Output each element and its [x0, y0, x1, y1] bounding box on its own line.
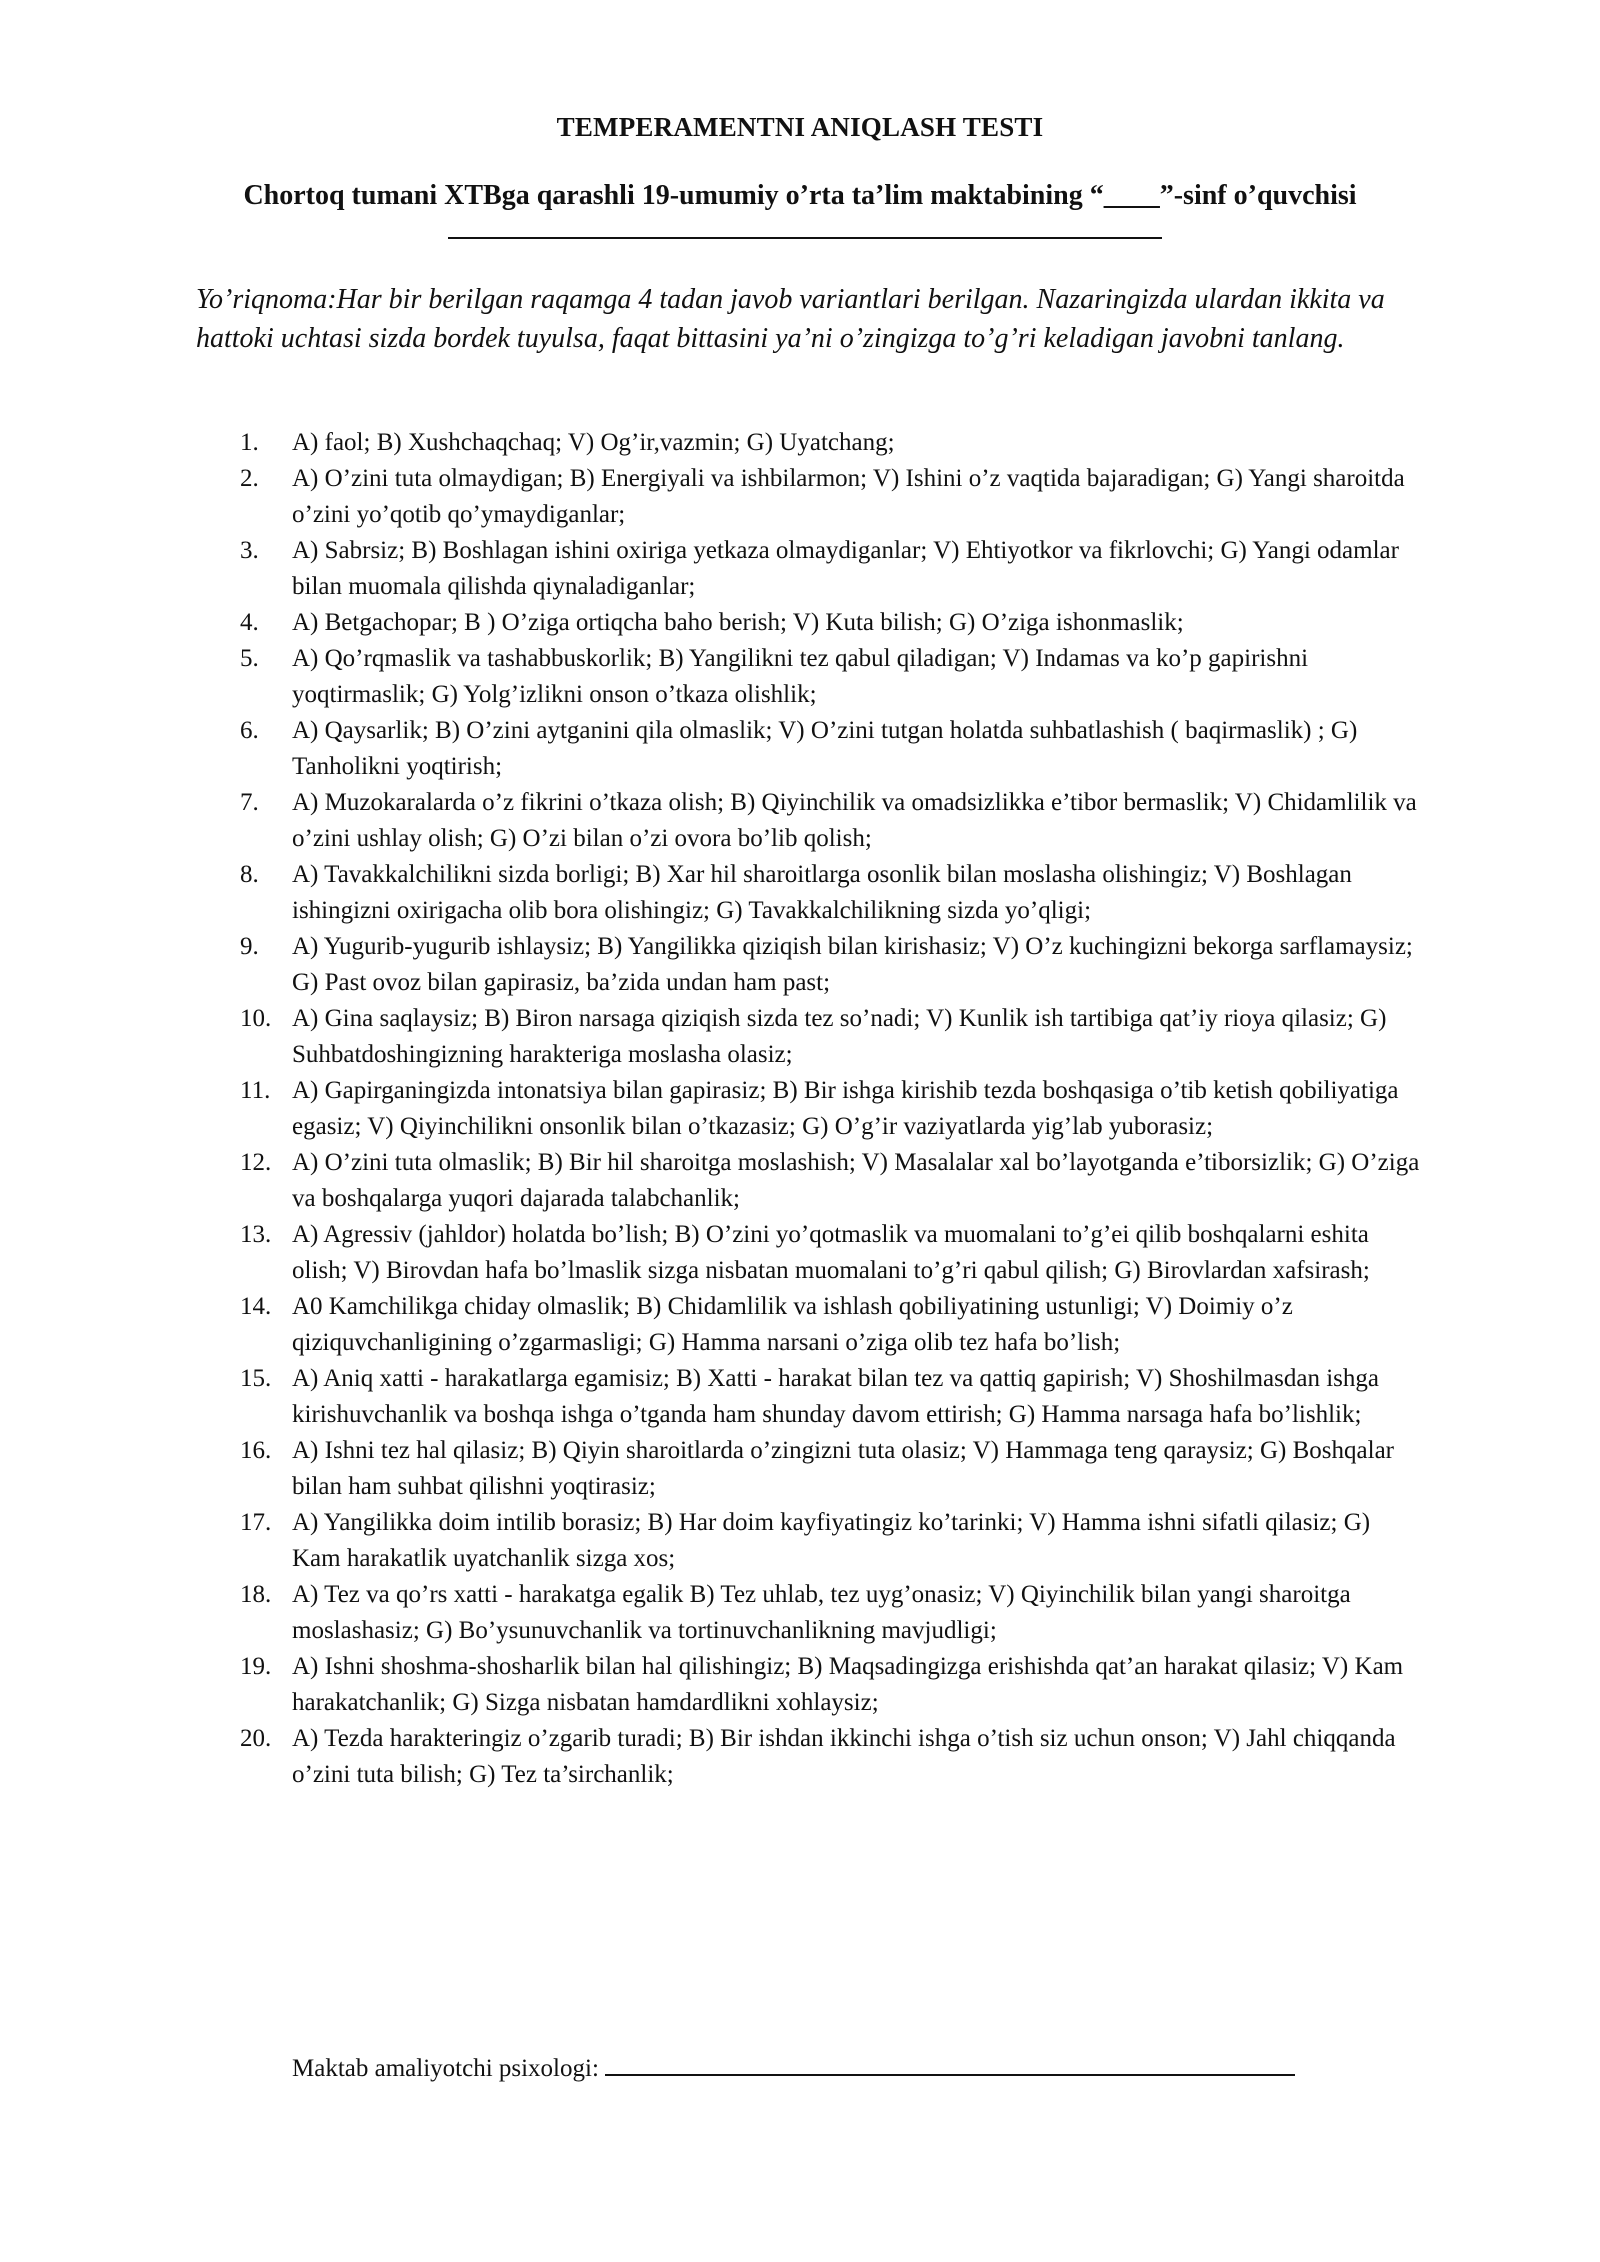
question-number: 9. [240, 933, 259, 960]
signature-block [292, 2050, 1295, 2083]
question-number: 1. [240, 429, 259, 456]
question-item [0, 713, 1422, 785]
page-subtitle: Chortoq tumani XTBga qarashli 19-umumiy o’rta ta’lim maktabining “____”-sinf o’quvchisi [243, 180, 1357, 211]
question-number: 11. [240, 1077, 271, 1104]
question-item [0, 1361, 1422, 1433]
question-number: 6. [240, 717, 259, 744]
question-item [0, 1217, 1422, 1289]
question-number: 12. [240, 1149, 272, 1176]
question-item [0, 1289, 1422, 1361]
question-text: A) Qaysarlik; B) O’zini aytganini qila olmaslik; V) O’zini tutgan holatda suhbatlashish ( baqirmaslik) ; G) Tanholikni yoqtirish; [292, 717, 1358, 780]
question-text: A) Sabrsiz; B) Boshlagan ishini oxiriga yetkaza olmaydiganlar; V) Ehtiyotkor va fikrlovchi; G) Yangi odamlar bilan muomala qilishda qiynaladiganlar; [292, 537, 1399, 600]
question-item [0, 641, 1422, 713]
question-text: A0 Kamchilikga chiday olmaslik; B) Chidamlilik va ishlash qobiliyatining ustunligi; V) Doimiy o’z qiziquvchanligining o’zgarmasligi; G) Hamma narsani o’ziga olib tez hafa bo’lish; [292, 1293, 1293, 1356]
question-text: A) Yugurib-yugurib ishlaysiz; B) Yangilikka qiziqish bilan kirishasiz; V) O’z kuchingizni bekorga sarflamaysiz; G) Past ovoz bilan gapirasiz, ba’zida undan ham past; [292, 933, 1413, 996]
question-item [0, 1433, 1422, 1505]
question-number: 17. [240, 1509, 272, 1536]
question-item [0, 605, 1422, 641]
question-list [0, 425, 1600, 1793]
question-text: A) Ishni tez hal qilasiz; B) Qiyin sharoitlarda o’zingizni tuta olasiz; V) Hammaga teng qaraysiz; G) Boshqalar bilan ham suhbat qilishni yoqtirasiz; [292, 1437, 1395, 1500]
question-number: 10. [240, 1005, 272, 1032]
question-text: A) Qo’rqmaslik va tashabbuskorlik; B) Yangilikni tez qabul qiladigan; V) Indamas va ko’p gapirishni yoqtirmaslik; G) Yolg’izlikni onson o’tkaza olishlik; [292, 645, 1309, 708]
question-number: 19. [240, 1653, 272, 1680]
question-number: 13. [240, 1221, 272, 1248]
question-number: 14. [240, 1293, 272, 1320]
question-number: 18. [240, 1581, 272, 1608]
question-number: 2. [240, 465, 259, 492]
signature-line [605, 2050, 1295, 2076]
question-item [0, 1649, 1422, 1721]
page-title: TEMPERAMENTNI ANIQLASH TESTI [556, 112, 1044, 142]
question-text: A) O’zini tuta olmaydigan; B) Energiyali va ishbilarmon; V) Ishini o’z vaqtida bajaradigan; G) Yangi sharoitda o’zini yo’qotib qo’ymaydiganlar; [292, 465, 1405, 528]
question-item [0, 1721, 1422, 1793]
question-text: A) Betgachopar; B ) O’ziga ortiqcha baho berish; V) Kuta bilish; G) O’ziga ishonmaslik; [292, 609, 1184, 636]
question-item [0, 1505, 1422, 1577]
question-item [0, 1145, 1422, 1217]
question-text: A) faol; B) Xushchaqchaq; V) Og’ir,vazmin; G) Uyatchang; [292, 429, 895, 456]
question-text: A) Aniq xatti - harakatlarga egamisiz; B) Xatti - harakat bilan tez va qattiq gapirish; V) Shoshilmasdan ishga kirishuvchanlik va boshqa ishga o’tganda ham shunday davom ettirish; G) Hamma narsaga hafa bo’lishlik; [292, 1365, 1379, 1428]
question-item [0, 929, 1422, 1001]
question-text: A) Gapirganingizda intonatsiya bilan gapirasiz; B) Bir ishga kirishib tezda boshqasiga o’tib ketish qobiliyatiga egasiz; V) Qiyinchilikni onsonlik bilan o’tkazasiz; G) O’g’ir vaziyatlarda yig’lab yuborasiz; [292, 1077, 1399, 1140]
question-text: A) Agressiv (jahldor) holatda bo’lish; B) O’zini yo’qotmaslik va muomalani to’g’ei qilib boshqalarni eshita olish; V) Birovdan hafa bo’lmaslik sizga nisbatan muomalani to’g’ri qabul qilish; G) Birovlardan xafsirash; [292, 1221, 1370, 1284]
question-text: A) Tezda harakteringiz o’zgarib turadi; B) Bir ishdan ikkinchi ishga o’tish siz uchun onson; V) Jahl chiqqanda o’zini tuta bilish; G) Tez ta’sirchanlik; [292, 1725, 1396, 1788]
question-number: 8. [240, 861, 259, 888]
question-number: 4. [240, 609, 259, 636]
question-number: 5. [240, 645, 259, 672]
question-item [0, 461, 1422, 533]
question-item [0, 1073, 1422, 1145]
question-text: A) Tez va qo’rs xatti - harakatga egalik B) Tez uhlab, tez uyg’onasiz; V) Qiyinchilik bilan yangi sharoitga moslashasiz; G) Bo’ysunuvchanlik va tortinuvchanlikning mavjudligi; [292, 1581, 1351, 1644]
question-text: A) O’zini tuta olmaslik; B) Bir hil sharoitga moslashish; V) Masalalar xal bo’layotganda e’tiborsizlik; G) O’ziga va boshqalarga yuqori dajarada talabchanlik; [292, 1149, 1420, 1212]
student-name-line [448, 237, 1162, 239]
question-item [0, 425, 1422, 461]
question-number: 20. [240, 1725, 272, 1752]
question-text: A) Ishni shoshma-shosharlik bilan hal qilishingiz; B) Maqsadingizga erishishda qat’an harakat qilasiz; V) Kam harakatchanlik; G) Sizga nisbatan hamdardlikni xohlaysiz; [292, 1653, 1404, 1716]
question-text: A) Yangilikka doim intilib borasiz; B) Har doim kayfiyatingiz ko’tarinki; V) Hamma ishni sifatli qilasiz; G) Kam harakatlik uyatchanlik sizga xos; [292, 1509, 1371, 1572]
question-item [0, 1001, 1422, 1073]
question-number: 7. [240, 789, 259, 816]
question-number: 15. [240, 1365, 272, 1392]
question-text: A) Muzokaralarda o’z fikrini o’tkaza olish; B) Qiyinchilik va omadsizlikka e’tibor bermaslik; V) Chidamlilik va o’zini ushlay olish; G) O’zi bilan o’zi ovora bo’lib qolish; [292, 789, 1417, 852]
question-item [0, 1577, 1422, 1649]
question-item [0, 533, 1422, 605]
question-number: 3. [240, 537, 259, 564]
instruction-text: Yo’riqnoma:Har bir berilgan raqamga 4 tadan javob variantlari berilgan. Nazaringizda ulardan ikkita va hattoki uchtasi sizda bordek tuyulsa, faqat bittasini ya’ni o’zingizga to’g’ri keladigan javobni tanlang. [196, 284, 1385, 354]
question-text: A) Tavakkalchilikni sizda borligi; B) Xar hil sharoitlarga osonlik bilan moslasha olishingiz; V) Boshlagan ishingizni oxirigacha olib bora olishingiz; G) Tavakkalchilikning sizda yo’qligi; [292, 861, 1352, 924]
question-number: 16. [240, 1437, 272, 1464]
question-text: A) Gina saqlaysiz; B) Biron narsaga qiziqish sizda tez so’nadi; V) Kunlik ish tartibiga qat’iy rioya qilasiz; G) Suhbatdoshingizning harakteriga moslasha olasiz; [292, 1005, 1387, 1068]
question-item [0, 857, 1422, 929]
signature-label: Maktab amaliyotchi psixologi: [292, 2055, 599, 2082]
question-item [0, 785, 1422, 857]
